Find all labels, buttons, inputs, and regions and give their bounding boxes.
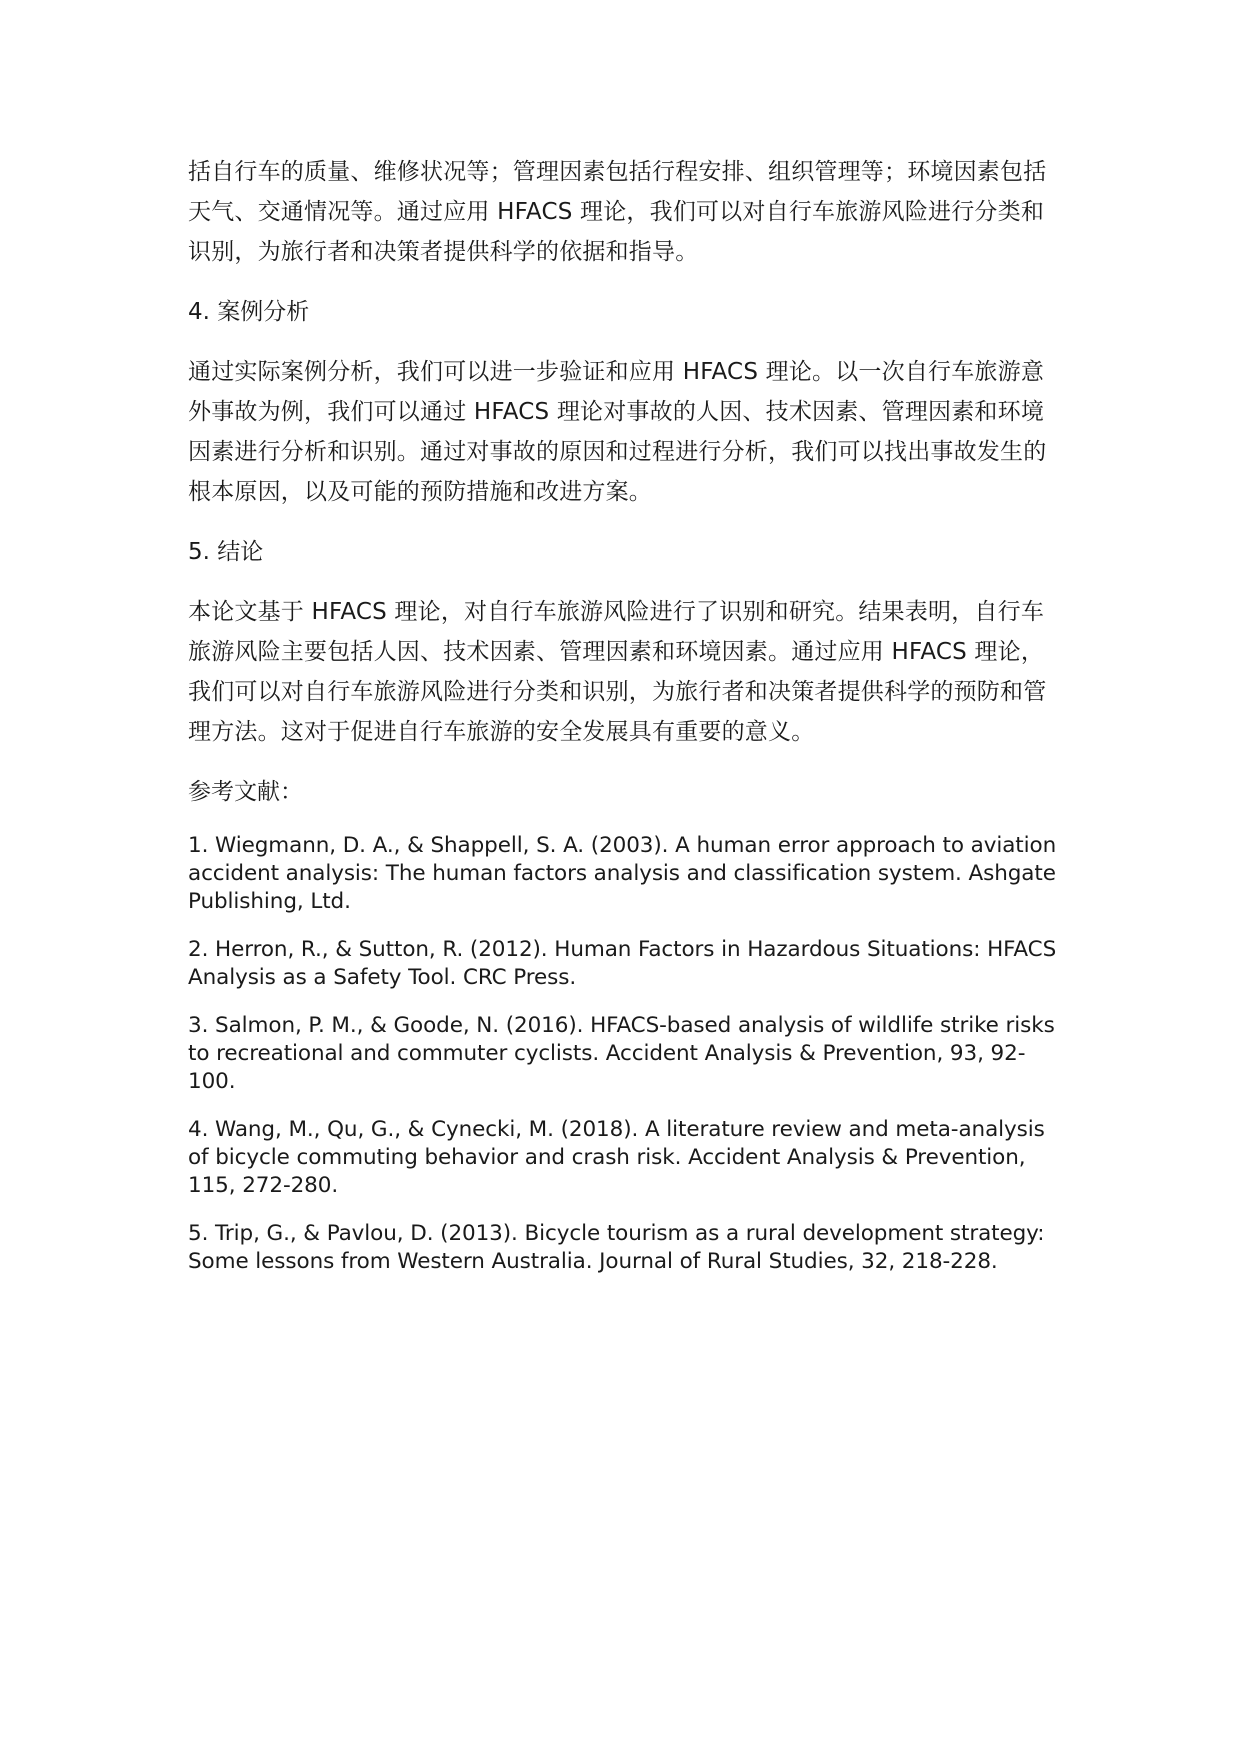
reference-item-4: 4. Wang, M., Qu, G., & Cynecki, M. (2018). A literature review and meta-analysis of bicycle commuting behavior and crash risk. Accident Analysis & Prevention, 115, 272-280. bbox=[188, 1117, 1045, 1198]
section-4-body: 通过实际案例分析，我们可以进一步验证和应用 HFACS 理论。以一次自行车旅游意外事故为例，我们可以通过 HFACS 理论对事故的人因、技术因素、管理因素和环境因素进行分析和识别。通过对事故的原因和过程进行分析，我们可以找出事故发生的根本原因，以及可能的预防措施和改进方案。 bbox=[188, 359, 1047, 505]
paragraph-continuation: 括自行车的质量、维修状况等；管理因素包括行程安排、组织管理等；环境因素包括天气、交通情况等。通过应用 HFACS 理论，我们可以对自行车旅游风险进行分类和识别，为旅行者和决策者提供科学的依据和指导。 bbox=[188, 159, 1047, 265]
references-list bbox=[188, 832, 1058, 1276]
section-5-heading: 5. 结论 bbox=[188, 539, 264, 565]
reference-item-3: 3. Salmon, P. M., & Goode, N. (2016). HFACS-based analysis of wildlife strike risks to recreational and commuter cyclists. Accident Analysis & Prevention, 93, 92-100. bbox=[188, 1013, 1055, 1094]
reference-item-1: 1. Wiegmann, D. A., & Shappell, S. A. (2003). A human error approach to aviation accident analysis: The human factors analysis and classification system. Ashgate Publishing, Ltd. bbox=[188, 833, 1057, 914]
document-page bbox=[188, 152, 1058, 1296]
references-heading: 参考文献： bbox=[188, 779, 303, 805]
reference-item-2: 2. Herron, R., & Sutton, R. (2012). Human Factors in Hazardous Situations: HFACS Analysis as a Safety Tool. CRC Press. bbox=[188, 937, 1057, 990]
section-5-body: 本论文基于 HFACS 理论，对自行车旅游风险进行了识别和研究。结果表明，自行车旅游风险主要包括人因、技术因素、管理因素和环境因素。通过应用 HFACS 理论，我们可以对自行车旅游风险进行分类和识别，为旅行者和决策者提供科学的预防和管理方法。这对于促进自行车旅游的安全发展具有重要的意义。 bbox=[188, 599, 1047, 745]
reference-item-5: 5. Trip, G., & Pavlou, D. (2013). Bicycle tourism as a rural development strategy: Some lessons from Western Australia. Journal of Rural Studies, 32, 218-228. bbox=[188, 1221, 1045, 1274]
section-4-heading: 4. 案例分析 bbox=[188, 299, 310, 325]
